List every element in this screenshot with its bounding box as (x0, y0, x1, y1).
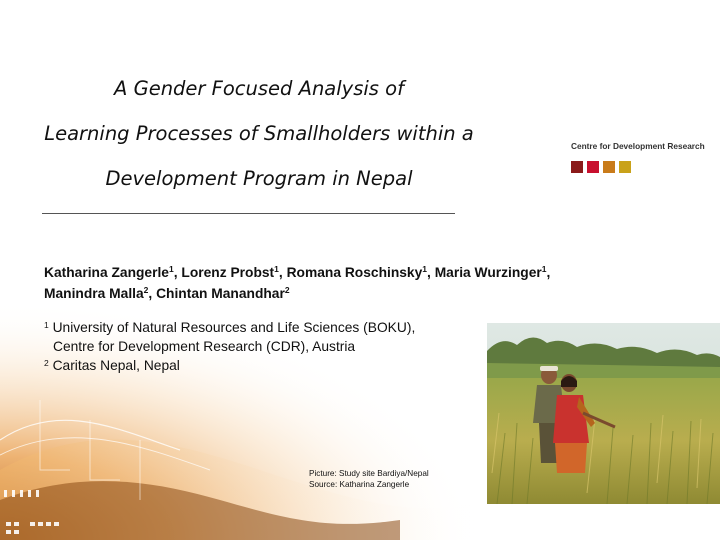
study-site-photo (487, 323, 720, 504)
logo-text: Centre for Development Research (571, 141, 705, 151)
slide-title (20, 66, 498, 201)
logo-square-4 (619, 161, 631, 173)
caption-line-2: Source: Katharina Zangerle (309, 480, 410, 489)
title-line-2: Learning Processes of Smallholders within a (44, 122, 474, 145)
logo-square-2 (587, 161, 599, 173)
photo-caption (309, 468, 484, 490)
logo-square-1 (571, 161, 583, 173)
title-line-1: A Gender Focused Analysis of (114, 77, 404, 100)
author-6: Chintan Manandhar$^2$ (156, 285, 290, 301)
caption-line-1: Picture: Study site Bardiya/Nepal (309, 469, 429, 478)
field-illustration (487, 323, 720, 504)
logo-squares (571, 161, 720, 173)
author-list (44, 262, 644, 304)
title-line-3: Development Program in Nepal (105, 167, 413, 190)
title-divider (42, 213, 455, 214)
author-4: Maria Wurzinger$^1$, (434, 264, 551, 280)
cdr-logo (571, 141, 720, 181)
affiliation-1: $^1$ University of Natural Resources and Life Sciences (BOKU), (44, 320, 416, 335)
author-1: Katharina Zangerle$^1$, (44, 264, 182, 280)
affiliation-2: $^2$ Caritas Nepal, Nepal (44, 358, 180, 373)
author-3: Romana Roschinsky$^1$, (286, 264, 435, 280)
affiliation-1-continued: Centre for Development Research (CDR), Austria (53, 339, 356, 354)
logo-square-3 (603, 161, 615, 173)
author-5: Manindra Malla$^2$, (44, 285, 157, 301)
affiliation-list (44, 318, 484, 375)
author-2: Lorenz Probst$^1$, (181, 264, 287, 280)
